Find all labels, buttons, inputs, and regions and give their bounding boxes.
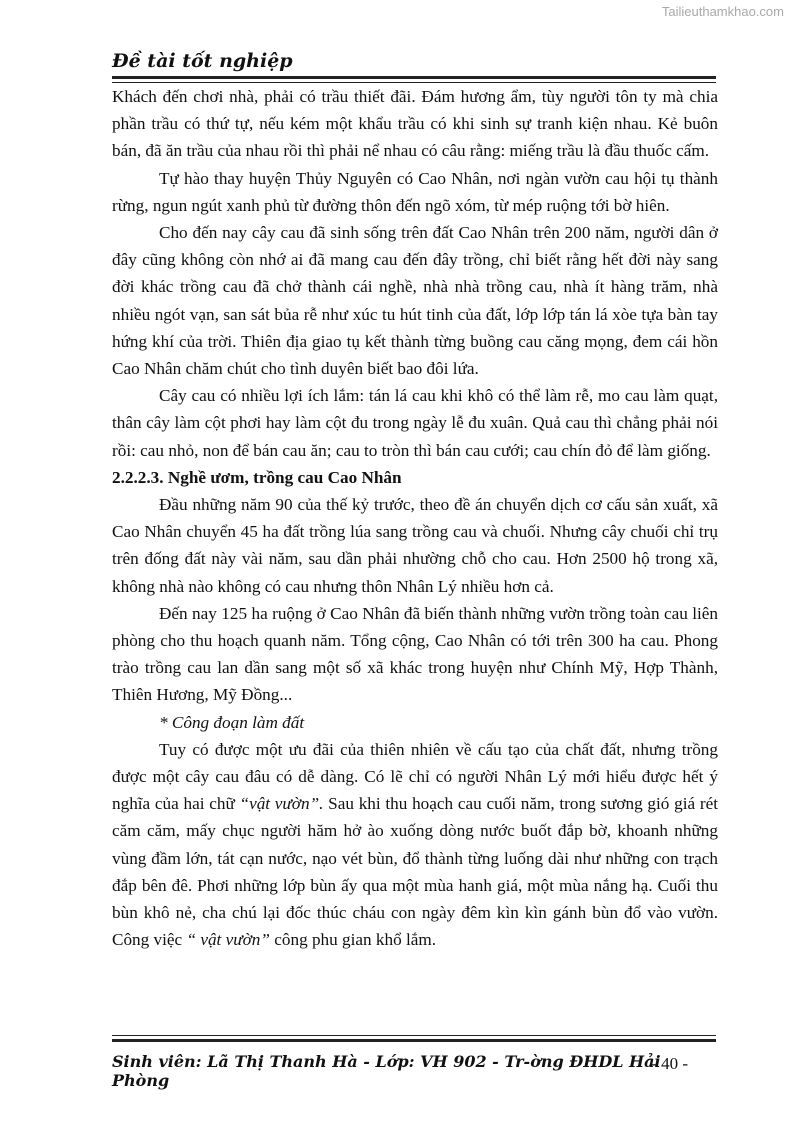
- quote-vat-vuon-2: “ vật vườn”: [186, 930, 270, 950]
- paragraph-7-part-b: Sau khi thu hoạch cau cuối năm, trong sương gió giá rét căm căm, mấy chục người hăm hở ào xuống dòng nước buốt đắp bờ, khoanh những vùng đầm lớn, tát cạn nước, nạo vét bùn, đổ thành từng luống dài như những con trạch đắp bên đê. Phơi những lớp bùn ấy qua một mùa hanh giá, một mùa nắng hạ. Cuối thu bùn khô nẻ, cha chú lại đốc thúc cháu con ngày đêm kìn kìn gánh bùn đổ vào vườn. Công việc: [112, 794, 718, 950]
- paragraph-2: Tự hào thay huyện Thủy Nguyên có Cao Nhân, nơi ngàn vườn cau hội tụ thành rừng, ngun ngút xanh phủ từ đường thôn đến ngõ xóm, từ mép ruộng tới bờ hiên.: [112, 168, 718, 215]
- paragraph-4: Cây cau có nhiều lợi ích lắm: tán lá cau khi khô có thể làm rễ, mo cau làm quạt, thân cây làm cột phơi hay làm cột đu trong ngày lễ đu xuân. Quả cau thì chẳng phải nói rồi: cau nhỏ, non để bán cau ăn; cau to tròn thì bán cau cưới; cau chín đỏ để làm giống.: [112, 386, 718, 460]
- paragraph-3: Cho đến nay cây cau đã sinh sống trên đất Cao Nhân trên 200 năm, người dân ở đây cũng không còn nhớ ai đã mang cau đến đây trồng, chỉ biết rằng hết đời này sang đời khác trồng cau đã chở thành cái nghề, nhà nhà trồng cau, nhà ít hàng trăm, nhà nhiều ngót vạn, san sát bủa rễ như xúc tu hút tinh của đất, lớp lớp tán lá xòe tựa bàn tay hứng khí của trời. Thiên địa giao tụ kết thành từng buồng cau căng mọng, đem cái hồn Cao Nhân chăm chút cho tình duyên biết bao đôi lứa.: [112, 223, 718, 379]
- paragraph-6: Đến nay 125 ha ruộng ở Cao Nhân đã biến thành những vườn trồng toàn cau liên phòng cho thu hoạch quanh năm. Tổng cộng, Cao Nhân có tới trên 300 ha cau. Phong trào trồng cau lan dần sang một số xã khác trong huyện như Chính Mỹ, Hợp Thành, Thiên Hương, Mỹ Đồng...: [112, 603, 718, 705]
- quote-vat-vuon-1: “vật vườn”.: [239, 794, 324, 814]
- section-heading: 2.2.2.3. Nghề ươm, trồng cau Cao Nhân: [112, 467, 402, 487]
- subsection-heading: * Công đoạn làm đất: [159, 712, 305, 732]
- header-rule-thick: [112, 76, 716, 79]
- paragraph-1: Khách đến chơi nhà, phải có trầu thiết đãi. Đám hương ẩm, tùy người tôn ty mà chia phần trầu có thứ tự, nếu kém một khẩu trầu có khi sinh sự tranh kiện nhau. Kẻ buôn bán, đã ăn trầu của nhau rồi thì phải nể nhau có câu rằng: miếng trầu là đầu thuốc cấm.: [112, 87, 718, 161]
- footer-rule-thick: [112, 1039, 716, 1042]
- footer-rule-thin: [112, 1035, 716, 1036]
- paragraph-5: Đầu những năm 90 của thế kỷ trước, theo đề án chuyển dịch cơ cấu sản xuất, xã Cao Nhân chuyển 45 ha đất trồng lúa sang trồng cau và chuối. Nhưng cây chuối chỉ trụ trên đống đất này vài năm, sau dần phải nhường chỗ cho cau. Hơn 2500 hộ trong xã, không nhà nào không có cau nhưng thôn Nhân Lý nhiều hơn cả.: [112, 495, 718, 596]
- paragraph-7-part-c: công phu gian khổ lắm.: [269, 930, 437, 950]
- paragraph-7-part-a: Tuy có được một ưu đãi của thiên nhiên về cấu tạo của chất đất, nhưng trồng được một cây cau đâu có dễ dàng. Có lẽ chỉ có người Nhân Lý mới hiểu được hết ý nghĩa của hai chữ: [112, 739, 718, 814]
- header-title: Đề tài tốt nghiệp: [112, 50, 293, 72]
- footer: [112, 1052, 716, 1090]
- watermark: Tailieuthamkhao.com: [661, 4, 784, 19]
- page-number: - 40 -: [651, 1054, 688, 1073]
- paragraph-7: [112, 736, 718, 954]
- document-body: [112, 83, 718, 954]
- footer-student-info: Sinh viên: Lã Thị Thanh Hà - Lớp: VH 902 - Tr-ờng ĐHDL Hải Phòng: [112, 1052, 661, 1090]
